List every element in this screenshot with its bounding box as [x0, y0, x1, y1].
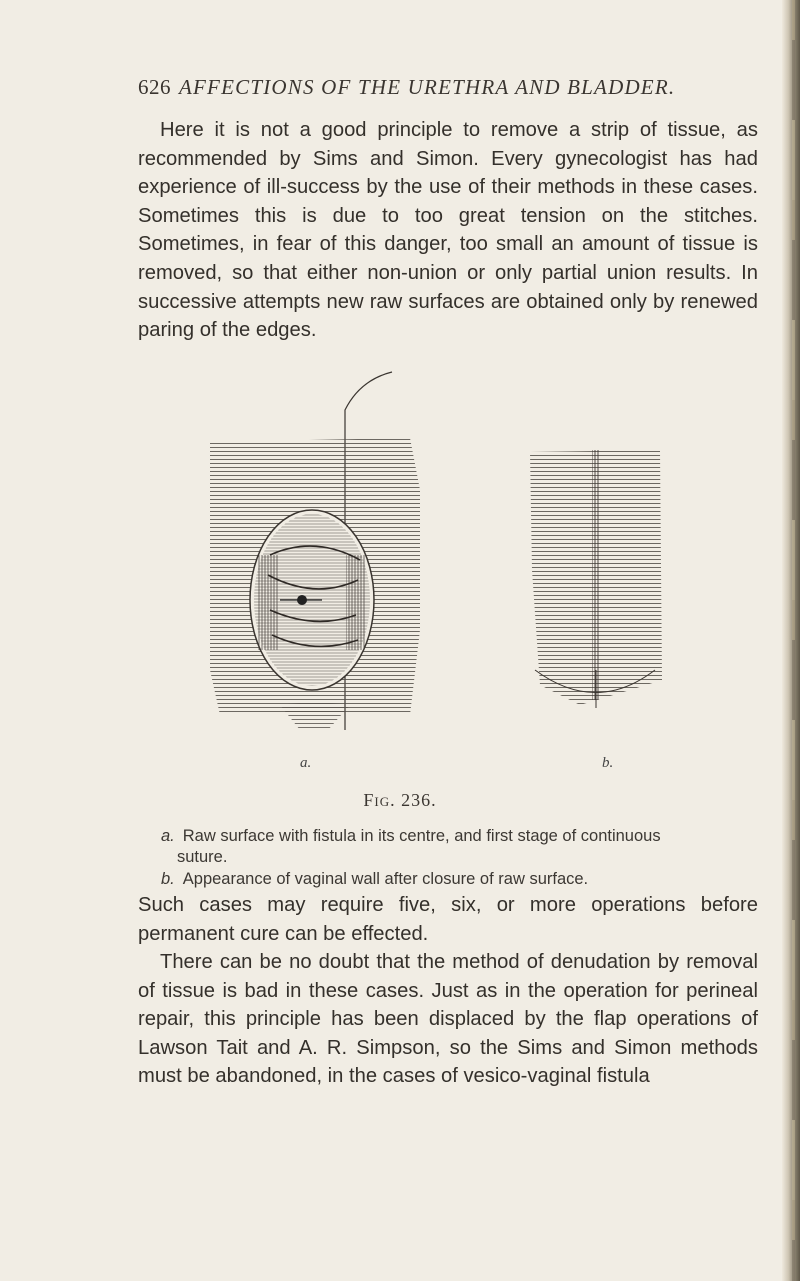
figure-236 — [210, 370, 690, 770]
legend-item-a — [161, 826, 761, 868]
legend-key-b: b. — [161, 870, 175, 888]
figure-a-drawing — [210, 372, 420, 730]
legend-key-a: a. — [161, 827, 175, 845]
paragraph-1: Here it is not a good principle to remove a strip of tissue, as recommended by Sims and Simon. Every gynecologist has had experience of ill-success by the use of their methods in these cases. Sometimes this is due to too great tension on the stitches. Sometimes, in fear of this danger, too small an amount of tissue is removed, so that either non-union or only partial union results. In successive attempts new raw surfaces are obtained only by renewed paring of the edges. — [138, 119, 758, 342]
paragraph-3: There can be no doubt that the method of denudation by removal of tissue is bad in these cases. Just as in the operation for perineal repair, this principle has been displaced by the flap operations of Lawson Tait and A. R. Simpson, so the Sims and Simon methods must be abandoned, in the cases of vesico-vaginal fistula — [138, 951, 758, 1088]
figure-illustration — [210, 370, 690, 770]
figure-b-drawing — [530, 450, 662, 708]
figure-label-a: a. — [300, 755, 312, 770]
legend-text-b: Appearance of vaginal wall after closure of raw surface. — [182, 870, 589, 888]
page-edge — [782, 0, 800, 1281]
legend-text-a: Raw surface with fistula in its centre, and first stage of continuous — [182, 827, 661, 845]
figure-caption: Fig. 236. — [363, 790, 437, 810]
page-number: 626 — [138, 75, 171, 99]
legend-item-b — [161, 869, 761, 890]
running-title: AFFECTIONS OF THE URETHRA AND BLADDER. — [179, 75, 676, 99]
legend-text-a-cont: suture. — [177, 848, 228, 866]
paragraph-2: Such cases may require five, six, or more operations before permanent cure can be effected. — [138, 894, 758, 945]
figure-label-b: b. — [602, 755, 614, 770]
running-head — [138, 75, 758, 100]
